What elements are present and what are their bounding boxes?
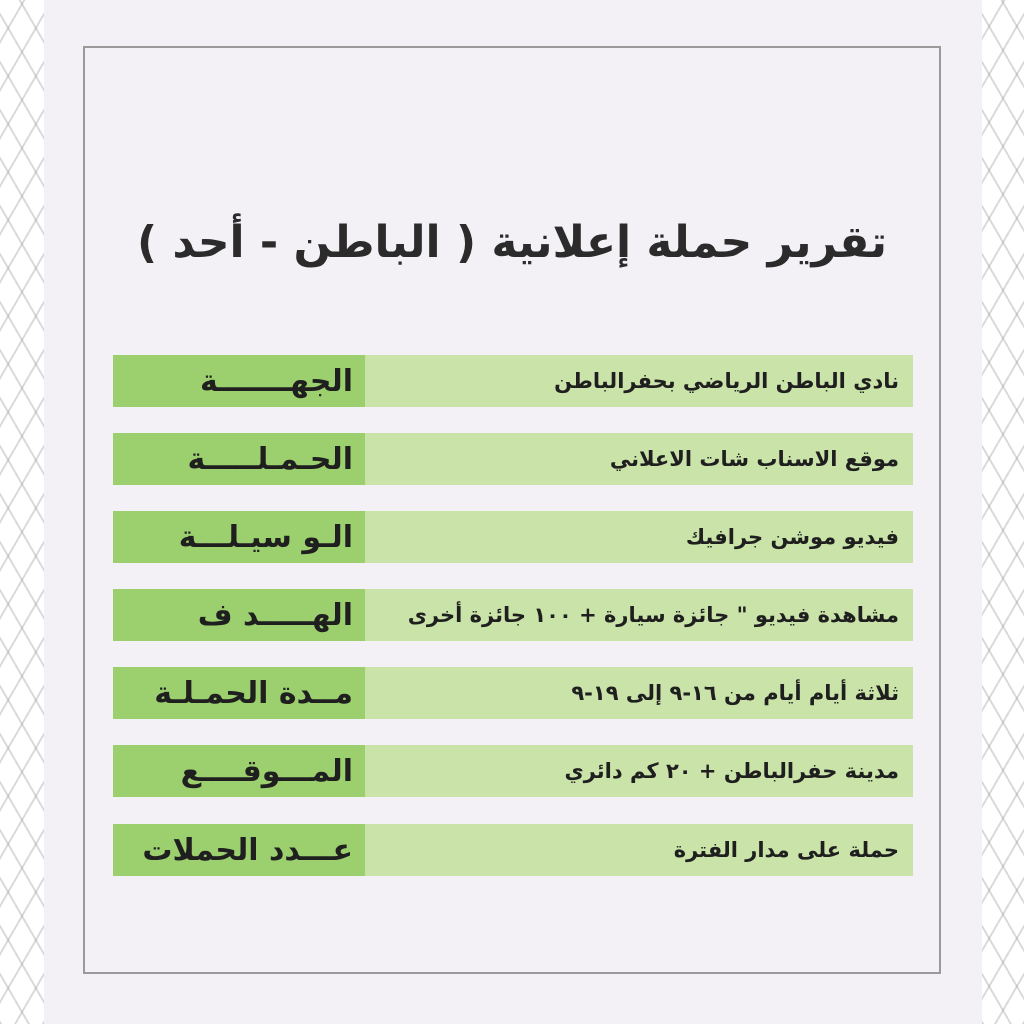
page-title: تقرير حملة إعلانية ( الباطن - أحد ) (136, 217, 888, 268)
report-row (113, 511, 913, 563)
report-row (113, 667, 913, 719)
row-label: مــدة الحمـلـة (113, 667, 365, 719)
decorative-pattern-right (982, 0, 1024, 1024)
row-label: الهـــــد ف (113, 589, 365, 641)
row-value: موقع الاسناب شات الاعلاني (365, 433, 913, 485)
row-value: نادي الباطن الرياضي بحفرالباطن (365, 355, 913, 407)
row-label: عـــدد الحملات (113, 824, 365, 876)
row-label: الـو سيـلـــة (113, 511, 365, 563)
report-row (113, 745, 913, 797)
report-row (113, 824, 913, 876)
row-value: مشاهدة فيديو " جائزة سيارة + ١٠٠ جائزة أخرى (365, 589, 913, 641)
row-value: فيديو موشن جرافيك (365, 511, 913, 563)
row-value: حملة على مدار الفترة (365, 824, 913, 876)
report-row (113, 355, 913, 407)
row-label: المـــوقــــع (113, 745, 365, 797)
row-label: الحـمـلـــــة (113, 433, 365, 485)
decorative-pattern-left (0, 0, 44, 1024)
row-value: ثلاثة أيام أيام من ١٦-٩ إلى ١٩-٩ (365, 667, 913, 719)
report-row (113, 433, 913, 485)
report-row (113, 589, 913, 641)
row-value: مدينة حفرالباطن + ٢٠ كم دائري (365, 745, 913, 797)
row-label: الجهـــــــة (113, 355, 365, 407)
